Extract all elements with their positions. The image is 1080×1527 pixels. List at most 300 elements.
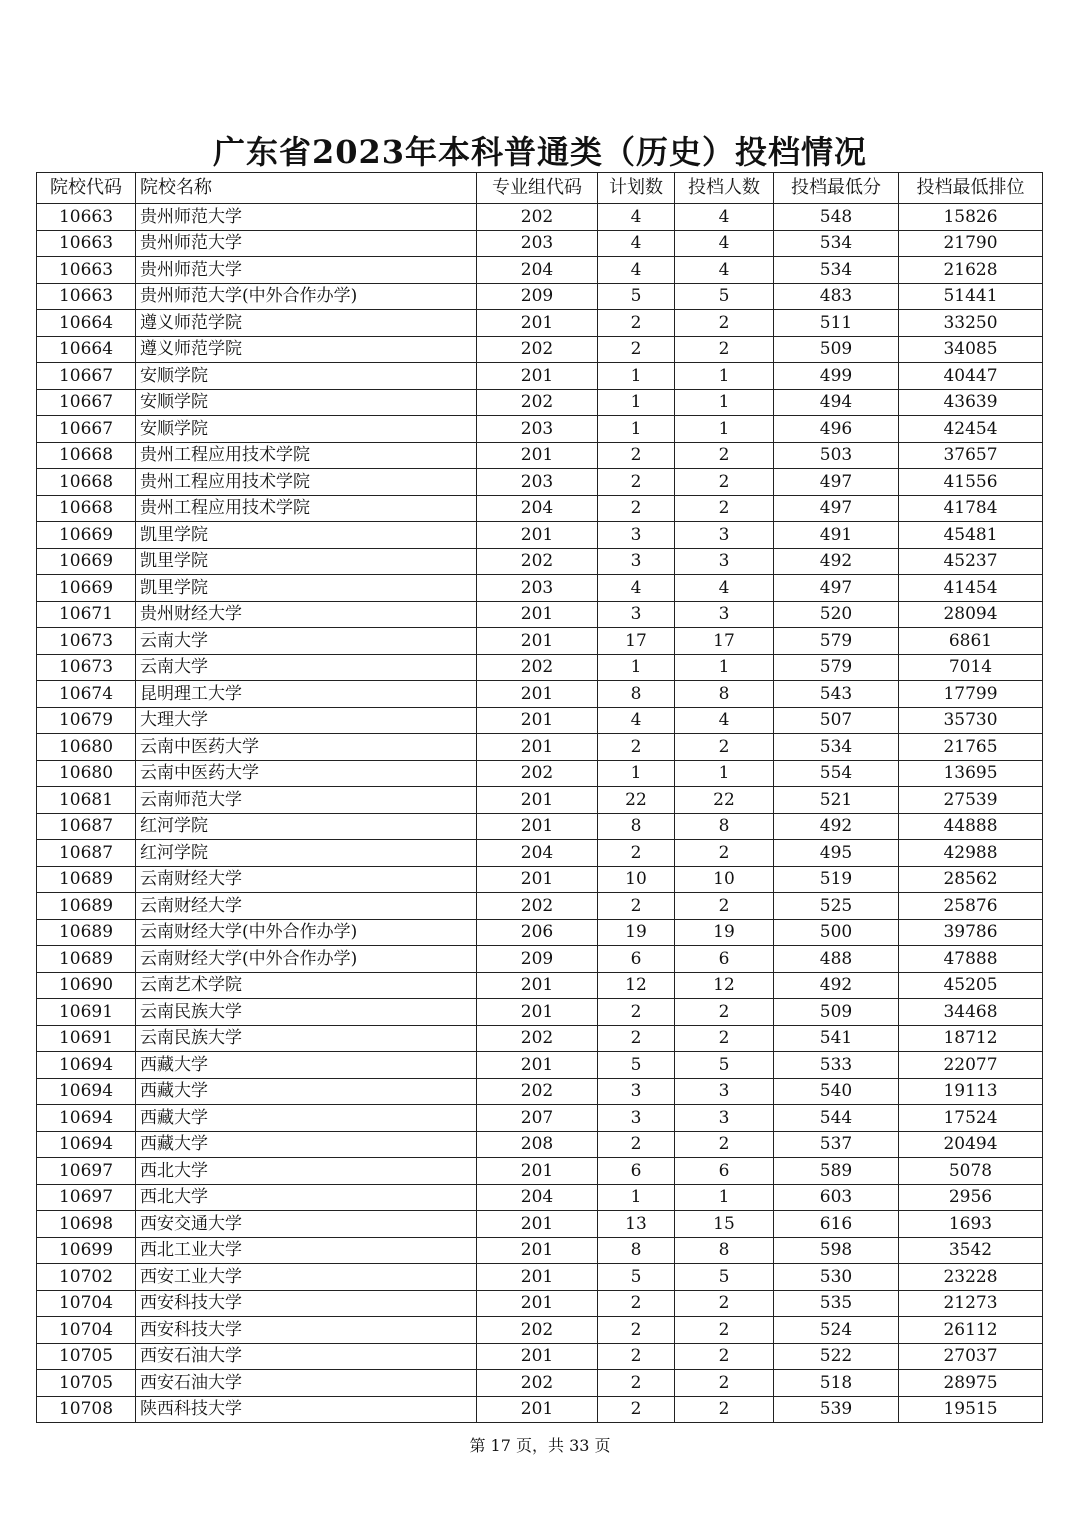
cell-min-rank: 28562 [899, 866, 1043, 893]
cell-min-score: 494 [774, 389, 899, 416]
cell-min-score: 534 [774, 734, 899, 761]
table-row [37, 1370, 1043, 1397]
cell-min-score: 554 [774, 760, 899, 787]
cell-major-group-code: 201 [477, 681, 598, 708]
cell-institution-name: 陕西科技大学 [136, 1396, 477, 1423]
cell-plan-count: 1 [598, 363, 675, 390]
cell-institution-name: 贵州工程应用技术学院 [136, 469, 477, 496]
cell-min-score: 579 [774, 654, 899, 681]
cell-admitted-count: 2 [675, 840, 774, 867]
cell-institution-name: 西藏大学 [136, 1105, 477, 1132]
cell-major-group-code: 204 [477, 840, 598, 867]
cell-min-rank: 15826 [899, 204, 1043, 231]
cell-institution-code: 10704 [37, 1290, 136, 1317]
cell-min-score: 519 [774, 866, 899, 893]
cell-major-group-code: 202 [477, 336, 598, 363]
cell-admitted-count: 6 [675, 946, 774, 973]
cell-institution-code: 10671 [37, 601, 136, 628]
column-header-plan-count: 计划数 [598, 173, 675, 204]
cell-institution-code: 10687 [37, 813, 136, 840]
table-row [37, 1211, 1043, 1238]
cell-plan-count: 2 [598, 469, 675, 496]
cell-plan-count: 12 [598, 972, 675, 999]
cell-plan-count: 5 [598, 1264, 675, 1291]
cell-admitted-count: 22 [675, 787, 774, 814]
cell-min-rank: 23228 [899, 1264, 1043, 1291]
cell-min-rank: 27037 [899, 1343, 1043, 1370]
cell-min-score: 535 [774, 1290, 899, 1317]
table-row [37, 336, 1043, 363]
cell-plan-count: 2 [598, 1025, 675, 1052]
cell-institution-code: 10668 [37, 469, 136, 496]
table-row [37, 495, 1043, 522]
cell-min-score: 492 [774, 548, 899, 575]
cell-plan-count: 3 [598, 601, 675, 628]
cell-major-group-code: 202 [477, 389, 598, 416]
cell-major-group-code: 201 [477, 1343, 598, 1370]
table-row [37, 840, 1043, 867]
cell-plan-count: 19 [598, 919, 675, 946]
table-row [37, 1396, 1043, 1423]
cell-admitted-count: 3 [675, 1078, 774, 1105]
cell-min-rank: 19113 [899, 1078, 1043, 1105]
cell-institution-name: 遵义师范学院 [136, 310, 477, 337]
cell-min-score: 541 [774, 1025, 899, 1052]
table-row [37, 1158, 1043, 1185]
cell-min-rank: 28975 [899, 1370, 1043, 1397]
cell-plan-count: 2 [598, 893, 675, 920]
cell-institution-code: 10668 [37, 495, 136, 522]
cell-institution-name: 西北工业大学 [136, 1237, 477, 1264]
cell-major-group-code: 201 [477, 363, 598, 390]
cell-min-rank: 19515 [899, 1396, 1043, 1423]
cell-admitted-count: 2 [675, 495, 774, 522]
cell-plan-count: 5 [598, 283, 675, 310]
cell-admitted-count: 1 [675, 416, 774, 443]
cell-admitted-count: 8 [675, 1237, 774, 1264]
cell-plan-count: 2 [598, 1396, 675, 1423]
cell-min-rank: 20494 [899, 1131, 1043, 1158]
column-header-major-group-code: 专业组代码 [477, 173, 598, 204]
cell-min-rank: 44888 [899, 813, 1043, 840]
cell-admitted-count: 1 [675, 760, 774, 787]
cell-admitted-count: 4 [675, 575, 774, 602]
cell-admitted-count: 2 [675, 1370, 774, 1397]
cell-min-rank: 21273 [899, 1290, 1043, 1317]
cell-plan-count: 1 [598, 416, 675, 443]
cell-institution-code: 10663 [37, 204, 136, 231]
cell-min-score: 533 [774, 1052, 899, 1079]
cell-admitted-count: 2 [675, 1317, 774, 1344]
cell-institution-name: 贵州工程应用技术学院 [136, 495, 477, 522]
table-row [37, 760, 1043, 787]
cell-min-rank: 18712 [899, 1025, 1043, 1052]
table-row [37, 522, 1043, 549]
cell-institution-name: 凯里学院 [136, 522, 477, 549]
cell-min-score: 522 [774, 1343, 899, 1370]
cell-admitted-count: 4 [675, 257, 774, 284]
cell-major-group-code: 201 [477, 601, 598, 628]
cell-institution-code: 10694 [37, 1131, 136, 1158]
cell-institution-code: 10669 [37, 575, 136, 602]
cell-min-score: 483 [774, 283, 899, 310]
cell-min-score: 539 [774, 1396, 899, 1423]
cell-min-score: 530 [774, 1264, 899, 1291]
cell-institution-name: 贵州财经大学 [136, 601, 477, 628]
cell-major-group-code: 202 [477, 1078, 598, 1105]
cell-min-score: 491 [774, 522, 899, 549]
cell-institution-code: 10674 [37, 681, 136, 708]
cell-min-rank: 45205 [899, 972, 1043, 999]
table-row [37, 999, 1043, 1026]
cell-major-group-code: 201 [477, 1396, 598, 1423]
cell-institution-name: 西藏大学 [136, 1078, 477, 1105]
table-row [37, 734, 1043, 761]
cell-min-score: 497 [774, 495, 899, 522]
cell-major-group-code: 201 [477, 310, 598, 337]
table-row [37, 257, 1043, 284]
cell-min-score: 497 [774, 469, 899, 496]
cell-min-rank: 27539 [899, 787, 1043, 814]
cell-min-rank: 40447 [899, 363, 1043, 390]
cell-major-group-code: 201 [477, 1290, 598, 1317]
cell-plan-count: 2 [598, 442, 675, 469]
cell-major-group-code: 209 [477, 946, 598, 973]
cell-institution-name: 西安工业大学 [136, 1264, 477, 1291]
cell-plan-count: 1 [598, 389, 675, 416]
cell-admitted-count: 1 [675, 389, 774, 416]
cell-major-group-code: 201 [477, 522, 598, 549]
cell-min-rank: 28094 [899, 601, 1043, 628]
cell-plan-count: 6 [598, 946, 675, 973]
cell-admitted-count: 2 [675, 442, 774, 469]
cell-major-group-code: 201 [477, 972, 598, 999]
cell-institution-code: 10663 [37, 230, 136, 257]
column-header-min-rank: 投档最低排位 [899, 173, 1043, 204]
cell-plan-count: 4 [598, 204, 675, 231]
table-row [37, 442, 1043, 469]
cell-institution-name: 云南中医药大学 [136, 734, 477, 761]
admissions-table [36, 172, 1043, 1423]
cell-institution-name: 贵州师范大学 [136, 257, 477, 284]
table-row [37, 469, 1043, 496]
cell-institution-code: 10699 [37, 1237, 136, 1264]
table-row [37, 1052, 1043, 1079]
cell-min-rank: 42454 [899, 416, 1043, 443]
cell-institution-code: 10702 [37, 1264, 136, 1291]
cell-institution-code: 10689 [37, 866, 136, 893]
cell-admitted-count: 3 [675, 601, 774, 628]
cell-min-rank: 51441 [899, 283, 1043, 310]
cell-min-score: 495 [774, 840, 899, 867]
cell-institution-code: 10708 [37, 1396, 136, 1423]
cell-major-group-code: 201 [477, 628, 598, 655]
cell-admitted-count: 2 [675, 310, 774, 337]
cell-institution-name: 安顺学院 [136, 363, 477, 390]
cell-min-score: 544 [774, 1105, 899, 1132]
cell-admitted-count: 2 [675, 1025, 774, 1052]
table-row [37, 204, 1043, 231]
cell-plan-count: 10 [598, 866, 675, 893]
cell-min-rank: 17799 [899, 681, 1043, 708]
cell-plan-count: 17 [598, 628, 675, 655]
cell-min-score: 492 [774, 813, 899, 840]
cell-plan-count: 2 [598, 734, 675, 761]
column-header-admitted-count: 投档人数 [675, 173, 774, 204]
cell-major-group-code: 203 [477, 416, 598, 443]
cell-institution-code: 10694 [37, 1052, 136, 1079]
cell-plan-count: 5 [598, 1052, 675, 1079]
cell-institution-code: 10694 [37, 1105, 136, 1132]
cell-institution-name: 云南艺术学院 [136, 972, 477, 999]
cell-admitted-count: 5 [675, 1052, 774, 1079]
cell-admitted-count: 2 [675, 893, 774, 920]
cell-min-score: 534 [774, 230, 899, 257]
cell-institution-code: 10679 [37, 707, 136, 734]
cell-min-score: 534 [774, 257, 899, 284]
cell-min-score: 518 [774, 1370, 899, 1397]
cell-plan-count: 6 [598, 1158, 675, 1185]
cell-admitted-count: 2 [675, 1290, 774, 1317]
table-row [37, 1105, 1043, 1132]
cell-admitted-count: 12 [675, 972, 774, 999]
cell-min-rank: 41784 [899, 495, 1043, 522]
cell-institution-name: 西安科技大学 [136, 1290, 477, 1317]
cell-institution-name: 云南中医药大学 [136, 760, 477, 787]
cell-major-group-code: 201 [477, 707, 598, 734]
page-footer: 第 17 页，共 33 页 [469, 1436, 611, 1455]
cell-institution-name: 安顺学院 [136, 389, 477, 416]
cell-institution-code: 10694 [37, 1078, 136, 1105]
cell-institution-name: 大理大学 [136, 707, 477, 734]
cell-institution-code: 10664 [37, 336, 136, 363]
table-row [37, 283, 1043, 310]
cell-min-score: 509 [774, 336, 899, 363]
cell-institution-code: 10697 [37, 1158, 136, 1185]
cell-institution-name: 云南财经大学 [136, 866, 477, 893]
cell-plan-count: 4 [598, 257, 675, 284]
table-row [37, 363, 1043, 390]
cell-plan-count: 1 [598, 1184, 675, 1211]
cell-plan-count: 1 [598, 760, 675, 787]
cell-institution-code: 10691 [37, 1025, 136, 1052]
cell-plan-count: 8 [598, 813, 675, 840]
cell-major-group-code: 201 [477, 1052, 598, 1079]
table-row [37, 389, 1043, 416]
cell-min-rank: 17524 [899, 1105, 1043, 1132]
cell-institution-name: 红河学院 [136, 813, 477, 840]
cell-min-score: 497 [774, 575, 899, 602]
cell-admitted-count: 3 [675, 1105, 774, 1132]
cell-institution-code: 10667 [37, 363, 136, 390]
cell-plan-count: 2 [598, 840, 675, 867]
table-row [37, 416, 1043, 443]
table-row [37, 1184, 1043, 1211]
cell-min-score: 589 [774, 1158, 899, 1185]
cell-institution-name: 西北大学 [136, 1158, 477, 1185]
cell-institution-name: 贵州工程应用技术学院 [136, 442, 477, 469]
table-row [37, 946, 1043, 973]
cell-institution-code: 10667 [37, 389, 136, 416]
cell-plan-count: 2 [598, 1290, 675, 1317]
cell-plan-count: 2 [598, 495, 675, 522]
cell-institution-code: 10667 [37, 416, 136, 443]
cell-admitted-count: 8 [675, 813, 774, 840]
cell-institution-name: 云南大学 [136, 628, 477, 655]
table-row [37, 1317, 1043, 1344]
cell-institution-code: 10691 [37, 999, 136, 1026]
cell-institution-code: 10680 [37, 734, 136, 761]
cell-min-score: 524 [774, 1317, 899, 1344]
cell-major-group-code: 204 [477, 1184, 598, 1211]
cell-plan-count: 4 [598, 230, 675, 257]
cell-min-rank: 2956 [899, 1184, 1043, 1211]
cell-major-group-code: 208 [477, 1131, 598, 1158]
cell-plan-count: 8 [598, 1237, 675, 1264]
cell-major-group-code: 201 [477, 442, 598, 469]
table-row [37, 1078, 1043, 1105]
cell-min-rank: 35730 [899, 707, 1043, 734]
cell-institution-name: 云南民族大学 [136, 999, 477, 1026]
cell-major-group-code: 204 [477, 495, 598, 522]
cell-institution-name: 西北大学 [136, 1184, 477, 1211]
cell-min-rank: 41454 [899, 575, 1043, 602]
cell-major-group-code: 202 [477, 548, 598, 575]
cell-institution-name: 云南财经大学(中外合作办学) [136, 919, 477, 946]
cell-min-rank: 5078 [899, 1158, 1043, 1185]
cell-admitted-count: 1 [675, 1184, 774, 1211]
cell-min-rank: 1693 [899, 1211, 1043, 1238]
cell-institution-code: 10673 [37, 628, 136, 655]
cell-admitted-count: 5 [675, 1264, 774, 1291]
cell-institution-name: 凯里学院 [136, 548, 477, 575]
cell-admitted-count: 2 [675, 1131, 774, 1158]
cell-major-group-code: 203 [477, 230, 598, 257]
cell-plan-count: 4 [598, 707, 675, 734]
cell-min-rank: 21628 [899, 257, 1043, 284]
cell-min-score: 579 [774, 628, 899, 655]
cell-min-rank: 39786 [899, 919, 1043, 946]
cell-admitted-count: 2 [675, 469, 774, 496]
cell-institution-name: 贵州师范大学 [136, 230, 477, 257]
cell-major-group-code: 202 [477, 1317, 598, 1344]
cell-min-rank: 25876 [899, 893, 1043, 920]
cell-min-score: 511 [774, 310, 899, 337]
cell-institution-code: 10680 [37, 760, 136, 787]
cell-plan-count: 13 [598, 1211, 675, 1238]
cell-min-score: 509 [774, 999, 899, 1026]
table-row [37, 1025, 1043, 1052]
cell-institution-name: 红河学院 [136, 840, 477, 867]
cell-min-rank: 45481 [899, 522, 1043, 549]
table-row [37, 866, 1043, 893]
cell-admitted-count: 4 [675, 204, 774, 231]
cell-min-score: 492 [774, 972, 899, 999]
cell-major-group-code: 202 [477, 760, 598, 787]
cell-min-rank: 42988 [899, 840, 1043, 867]
table-row [37, 310, 1043, 337]
cell-min-score: 603 [774, 1184, 899, 1211]
cell-institution-code: 10664 [37, 310, 136, 337]
cell-institution-name: 遵义师范学院 [136, 336, 477, 363]
table-row [37, 601, 1043, 628]
cell-institution-name: 西藏大学 [136, 1131, 477, 1158]
table-row [37, 919, 1043, 946]
table-row [37, 787, 1043, 814]
cell-institution-name: 西安石油大学 [136, 1343, 477, 1370]
cell-institution-name: 西安石油大学 [136, 1370, 477, 1397]
cell-min-score: 500 [774, 919, 899, 946]
cell-min-score: 598 [774, 1237, 899, 1264]
cell-major-group-code: 201 [477, 1158, 598, 1185]
table-row [37, 1343, 1043, 1370]
cell-plan-count: 3 [598, 522, 675, 549]
cell-plan-count: 2 [598, 310, 675, 337]
cell-min-score: 503 [774, 442, 899, 469]
cell-institution-code: 10673 [37, 654, 136, 681]
table-row [37, 1131, 1043, 1158]
cell-min-rank: 13695 [899, 760, 1043, 787]
cell-min-rank: 34085 [899, 336, 1043, 363]
cell-min-score: 521 [774, 787, 899, 814]
cell-min-score: 525 [774, 893, 899, 920]
cell-min-rank: 34468 [899, 999, 1043, 1026]
cell-min-rank: 45237 [899, 548, 1043, 575]
cell-min-rank: 7014 [899, 654, 1043, 681]
cell-major-group-code: 204 [477, 257, 598, 284]
cell-plan-count: 2 [598, 1343, 675, 1370]
cell-major-group-code: 202 [477, 654, 598, 681]
cell-admitted-count: 5 [675, 283, 774, 310]
cell-institution-code: 10663 [37, 283, 136, 310]
cell-min-score: 499 [774, 363, 899, 390]
cell-institution-name: 安顺学院 [136, 416, 477, 443]
cell-min-rank: 41556 [899, 469, 1043, 496]
cell-min-score: 520 [774, 601, 899, 628]
cell-plan-count: 8 [598, 681, 675, 708]
cell-major-group-code: 209 [477, 283, 598, 310]
cell-min-score: 616 [774, 1211, 899, 1238]
cell-admitted-count: 2 [675, 1396, 774, 1423]
cell-plan-count: 2 [598, 1131, 675, 1158]
cell-major-group-code: 202 [477, 893, 598, 920]
page-title: 广东省2023年本科普通类（历史）投档情况 [212, 133, 868, 171]
cell-institution-name: 贵州师范大学(中外合作办学) [136, 283, 477, 310]
cell-plan-count: 1 [598, 654, 675, 681]
column-header-institution-name: 院校名称 [136, 173, 477, 204]
cell-min-score: 540 [774, 1078, 899, 1105]
cell-major-group-code: 202 [477, 1025, 598, 1052]
cell-admitted-count: 2 [675, 999, 774, 1026]
cell-min-rank: 43639 [899, 389, 1043, 416]
cell-plan-count: 3 [598, 1078, 675, 1105]
table-row [37, 628, 1043, 655]
table-row [37, 575, 1043, 602]
cell-major-group-code: 201 [477, 787, 598, 814]
table-row [37, 1264, 1043, 1291]
cell-major-group-code: 202 [477, 204, 598, 231]
table-row [37, 972, 1043, 999]
cell-plan-count: 2 [598, 1317, 675, 1344]
cell-admitted-count: 2 [675, 336, 774, 363]
cell-min-rank: 37657 [899, 442, 1043, 469]
cell-major-group-code: 201 [477, 734, 598, 761]
cell-institution-code: 10687 [37, 840, 136, 867]
cell-institution-code: 10681 [37, 787, 136, 814]
cell-institution-code: 10704 [37, 1317, 136, 1344]
table-row [37, 813, 1043, 840]
cell-admitted-count: 8 [675, 681, 774, 708]
